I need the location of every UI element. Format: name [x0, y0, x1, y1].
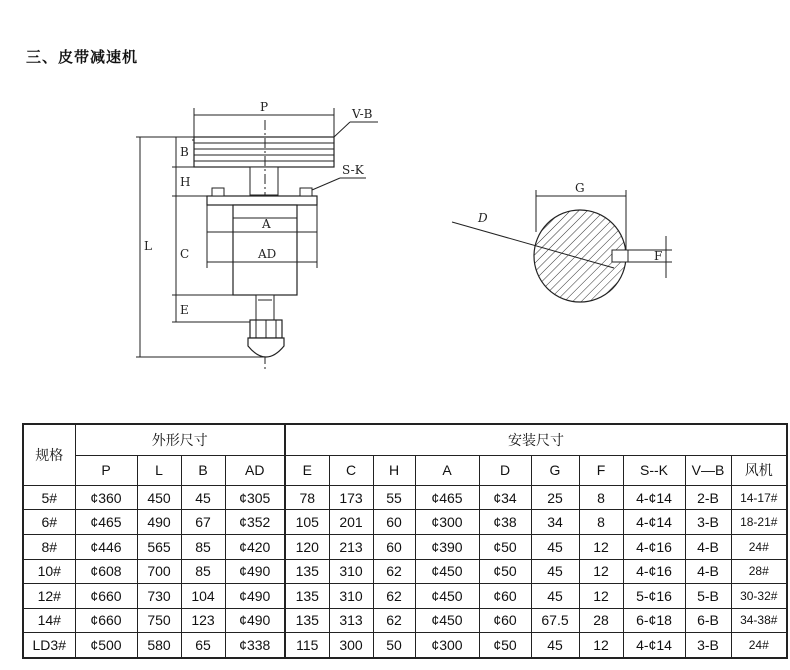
header-outer: 外形尺寸 [75, 424, 285, 455]
table-cell: 65 [181, 633, 225, 658]
table-cell: 4-¢16 [623, 559, 685, 584]
table-cell: 565 [137, 534, 181, 559]
table-cell: ¢490 [225, 584, 285, 609]
table-cell: 313 [329, 608, 373, 633]
label-e: E [180, 303, 189, 317]
col-header: G [531, 455, 579, 485]
row-spec-cell: 8# [23, 534, 75, 559]
table-cell: 28# [731, 559, 787, 584]
row-spec-cell: 5# [23, 485, 75, 510]
table-cell: 50 [373, 633, 415, 658]
table-cell: 4-¢16 [623, 534, 685, 559]
table-cell: ¢50 [479, 559, 531, 584]
table-cell: 4-B [685, 559, 731, 584]
table-cell: ¢60 [479, 584, 531, 609]
shaft-section-view [452, 190, 672, 302]
table-cell: 34 [531, 510, 579, 535]
table-cell: 4-¢14 [623, 485, 685, 510]
lower-shaft [256, 295, 274, 320]
label-ad: AD [258, 247, 277, 261]
table-cell: 5-¢16 [623, 584, 685, 609]
label-l: L [144, 239, 152, 253]
label-sk: S-K [342, 163, 364, 177]
table-cell: 12 [579, 534, 623, 559]
label-c: C [180, 247, 190, 261]
table-cell: ¢50 [479, 534, 531, 559]
label-a: A [262, 217, 271, 231]
table-cell: 85 [181, 559, 225, 584]
row-spec-cell: LD3# [23, 633, 75, 658]
table-cell: 45 [531, 633, 579, 658]
table-cell: 123 [181, 608, 225, 633]
table-cell: 62 [373, 608, 415, 633]
table-cell: 25 [531, 485, 579, 510]
col-header: L [137, 455, 181, 485]
table-cell: 173 [329, 485, 373, 510]
table-cell: ¢446 [75, 534, 137, 559]
table-cell: 24# [731, 633, 787, 658]
table-cell: 213 [329, 534, 373, 559]
table-cell: 135 [285, 559, 329, 584]
label-b: B [180, 145, 189, 159]
table-row [23, 633, 787, 658]
table-cell: ¢300 [415, 633, 479, 658]
table-column-header-row [23, 455, 787, 485]
table-cell: 135 [285, 584, 329, 609]
table-row [23, 559, 787, 584]
table-cell: ¢34 [479, 485, 531, 510]
table-cell: 67 [181, 510, 225, 535]
table-cell: 2-B [685, 485, 731, 510]
table-cell: 310 [329, 559, 373, 584]
table-cell: ¢500 [75, 633, 137, 658]
table-cell: 18-21# [731, 510, 787, 535]
label-h: H [180, 175, 191, 189]
table-cell: 750 [137, 608, 181, 633]
table-cell: ¢660 [75, 584, 137, 609]
col-header: B [181, 455, 225, 485]
col-header: S--K [623, 455, 685, 485]
row-spec-cell: 6# [23, 510, 75, 535]
row-spec-cell: 14# [23, 608, 75, 633]
table-cell: 28 [579, 608, 623, 633]
pulley [194, 137, 334, 167]
table-cell: 14-17# [731, 485, 787, 510]
table-cell: 3-B [685, 510, 731, 535]
table-cell: 12 [579, 633, 623, 658]
table-cell: 12 [579, 559, 623, 584]
table-row [23, 485, 787, 510]
table-cell: 4-¢14 [623, 510, 685, 535]
row-spec-cell: 12# [23, 584, 75, 609]
table-cell: ¢352 [225, 510, 285, 535]
table-cell: ¢490 [225, 608, 285, 633]
table-cell: 730 [137, 584, 181, 609]
label-f: F [654, 249, 663, 263]
table-cell: ¢450 [415, 608, 479, 633]
table-cell: ¢50 [479, 633, 531, 658]
table-cell: ¢390 [415, 534, 479, 559]
section-heading: 三、皮带减速机 [26, 48, 139, 66]
table-cell: 310 [329, 584, 373, 609]
col-header: H [373, 455, 415, 485]
col-header: C [329, 455, 373, 485]
table-cell: 45 [531, 559, 579, 584]
table-cell: 60 [373, 510, 415, 535]
table-cell: 8 [579, 485, 623, 510]
table-cell: ¢305 [225, 485, 285, 510]
table-cell: ¢608 [75, 559, 137, 584]
table-cell: ¢360 [75, 485, 137, 510]
col-header: F [579, 455, 623, 485]
table-cell: 115 [285, 633, 329, 658]
table-cell: 490 [137, 510, 181, 535]
table-cell: 6-B [685, 608, 731, 633]
table-cell: 85 [181, 534, 225, 559]
table-group-header-row [23, 424, 787, 455]
label-g: G [575, 181, 585, 195]
table-cell: 300 [329, 633, 373, 658]
table-cell: ¢465 [75, 510, 137, 535]
table-cell: 4-B [685, 534, 731, 559]
label-p: P [260, 100, 269, 114]
table-cell: 105 [285, 510, 329, 535]
table-row [23, 534, 787, 559]
table-cell: 3-B [685, 633, 731, 658]
table-cell: ¢338 [225, 633, 285, 658]
table-row [23, 510, 787, 535]
table-cell: 8 [579, 510, 623, 535]
table-cell: 34-38# [731, 608, 787, 633]
table-cell: ¢490 [225, 559, 285, 584]
table-cell: ¢660 [75, 608, 137, 633]
table-cell: ¢450 [415, 559, 479, 584]
keyway [612, 250, 628, 262]
table-cell: 30-32# [731, 584, 787, 609]
table-cell: 45 [531, 534, 579, 559]
header-spec: 规格 [23, 424, 75, 485]
table-cell: 120 [285, 534, 329, 559]
table-cell: ¢465 [415, 485, 479, 510]
reducer-side-view [136, 108, 378, 370]
table-cell: 580 [137, 633, 181, 658]
col-header: A [415, 455, 479, 485]
table-row [23, 584, 787, 609]
header-install: 安装尺寸 [285, 424, 787, 455]
table-cell: 55 [373, 485, 415, 510]
label-d: D [478, 211, 488, 225]
table-cell: 12 [579, 584, 623, 609]
table-cell: 201 [329, 510, 373, 535]
table-cell: 78 [285, 485, 329, 510]
table-cell: 104 [181, 584, 225, 609]
flange [207, 196, 317, 205]
table-cell: ¢300 [415, 510, 479, 535]
table-cell: 62 [373, 584, 415, 609]
table-cell: ¢38 [479, 510, 531, 535]
row-spec-cell: 10# [23, 559, 75, 584]
table-cell: ¢420 [225, 534, 285, 559]
col-header: D [479, 455, 531, 485]
table-cell: 45 [181, 485, 225, 510]
table-cell: 24# [731, 534, 787, 559]
table-cell: 135 [285, 608, 329, 633]
table-cell: 5-B [685, 584, 731, 609]
table-cell: 60 [373, 534, 415, 559]
table-cell: 700 [137, 559, 181, 584]
col-header: 风机 [731, 455, 787, 485]
table-cell: 67.5 [531, 608, 579, 633]
col-header: V—B [685, 455, 731, 485]
table-cell: 45 [531, 584, 579, 609]
table-cell: 450 [137, 485, 181, 510]
col-header: P [75, 455, 137, 485]
label-vb: V-B [352, 107, 373, 121]
spec-table [22, 423, 788, 659]
table-cell: ¢60 [479, 608, 531, 633]
table-row [23, 608, 787, 633]
col-header: AD [225, 455, 285, 485]
upper-shaft [250, 167, 278, 195]
table-cell: 6-¢18 [623, 608, 685, 633]
table-cell: 4-¢14 [623, 633, 685, 658]
table-cell: ¢450 [415, 584, 479, 609]
table-cell: 62 [373, 559, 415, 584]
col-header: E [285, 455, 329, 485]
